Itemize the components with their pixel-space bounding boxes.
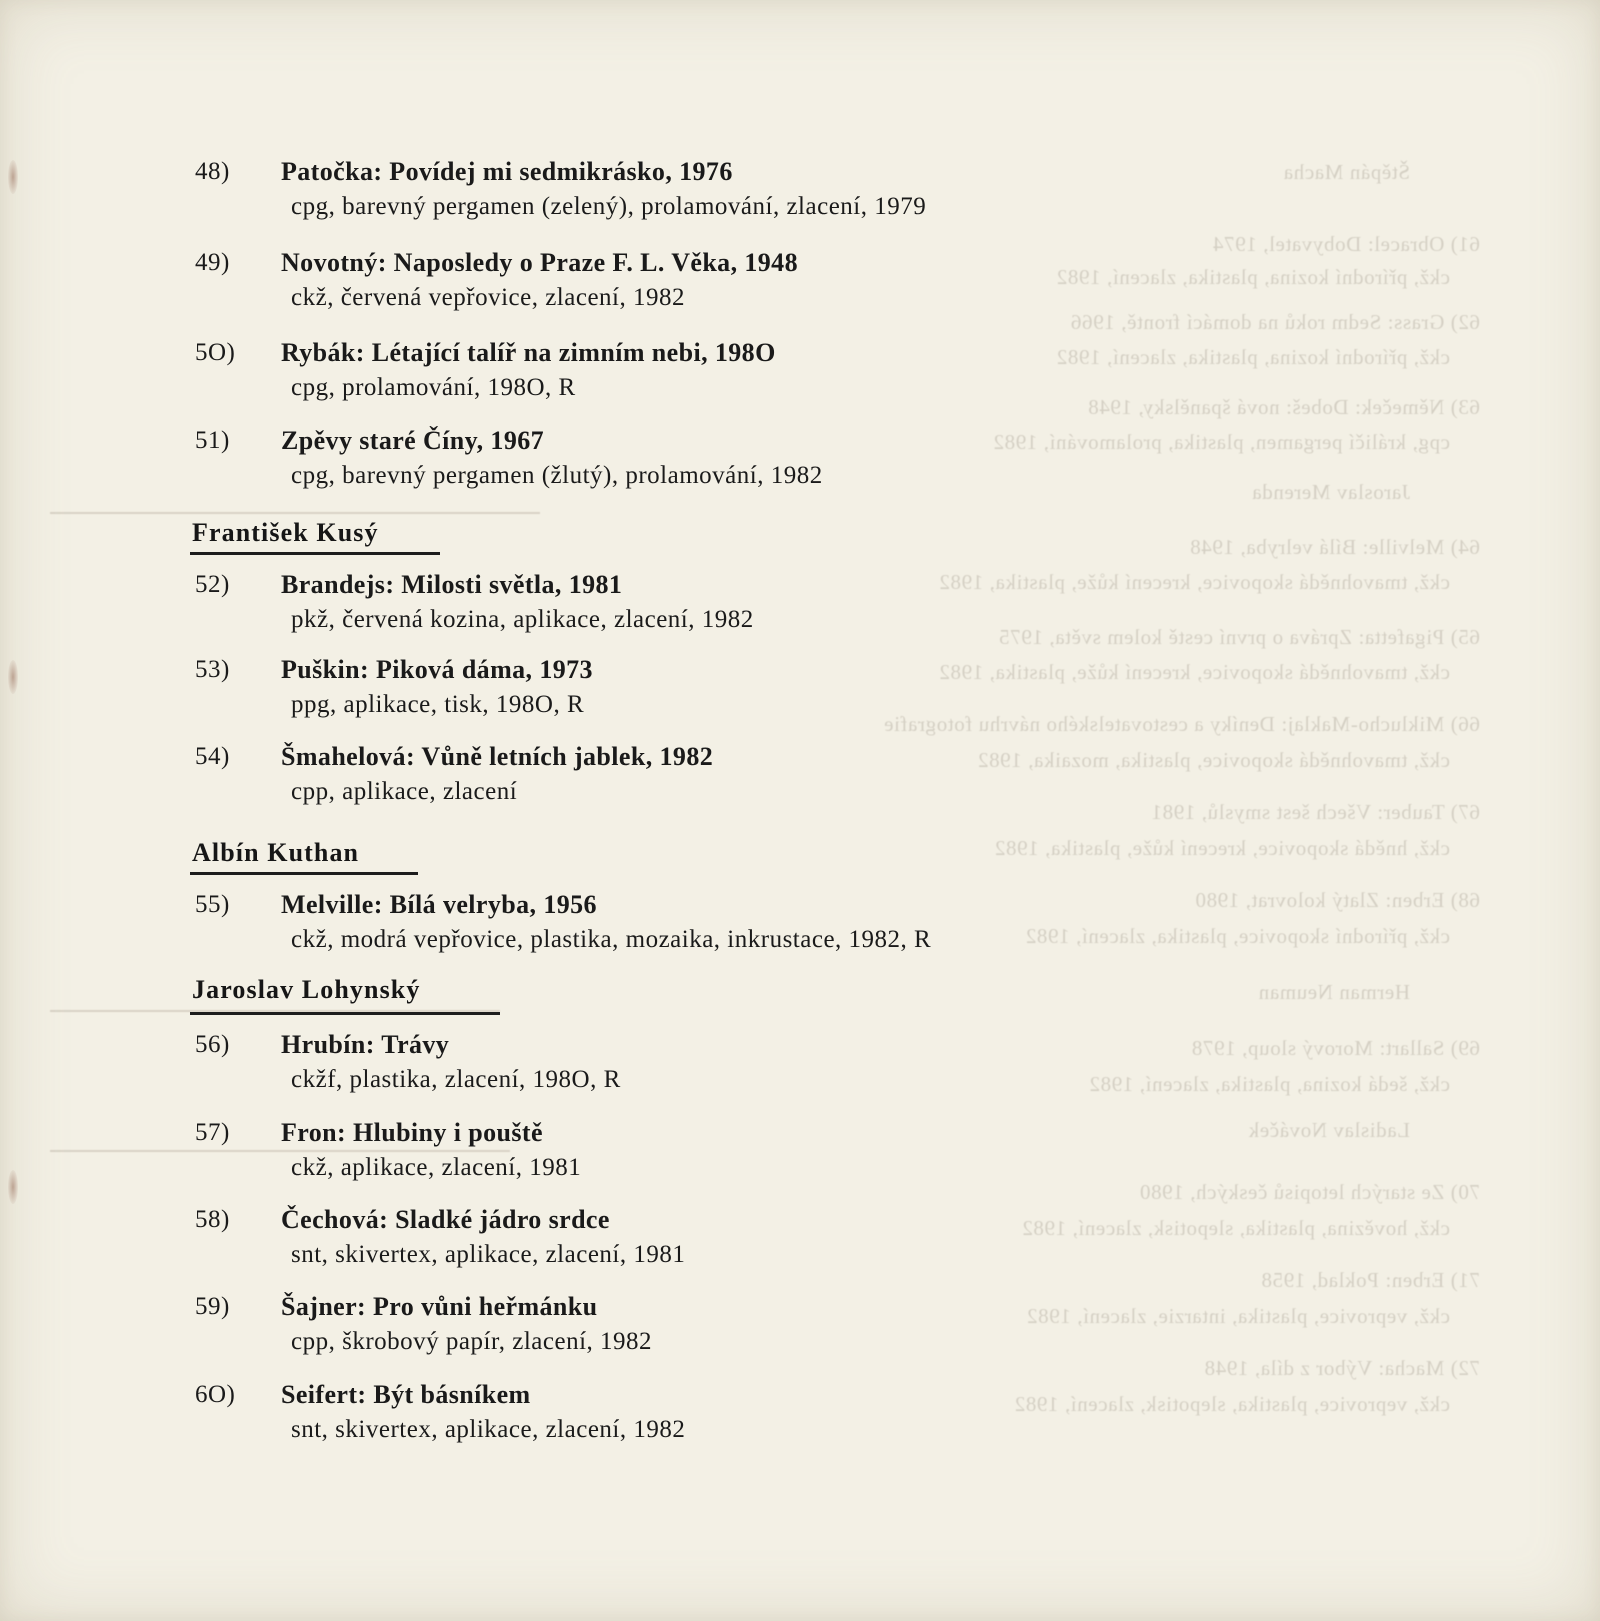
entry-number: 5O) <box>195 339 236 366</box>
list-item <box>195 1205 685 1269</box>
entry-title: Puškin: Piková dáma, 1973 <box>281 655 593 684</box>
ghost-line: 72) Macha: Výbor z díla, 1948 <box>1204 1356 1480 1380</box>
section-heading-frantisek-kusy: František Kusý <box>192 518 379 547</box>
entry-number: 49) <box>195 249 230 276</box>
entry-details: ckž, modrá vepřovice, plastika, mozaika, inkrustace, 1982, R <box>291 926 932 953</box>
entry-title: Fron: Hlubiny i pouště <box>281 1118 543 1147</box>
ghost-line: 66) Miklucho-Maklaj: Deníky a cestovatelského návrhu fotografie <box>883 712 1480 736</box>
list-item <box>195 890 931 954</box>
ghost-line: ckž, šedá kozina, plastika, zlacení, 1982 <box>1088 1072 1450 1096</box>
list-item <box>195 157 926 221</box>
ghost-line: ckž, přírodní kozina, plastika, zlacení, 1982 <box>1056 345 1450 369</box>
entry-body <box>281 570 754 634</box>
entry-details: snt, skivertex, aplikace, zlacení, 1981 <box>291 1241 686 1268</box>
entry-details: ckž, červená vepřovice, zlacení, 1982 <box>291 284 685 311</box>
entry-details: ckžf, plastika, zlacení, 198O, R <box>291 1066 621 1093</box>
entry-title: Novotný: Naposledy o Praze F. L. Věka, 1948 <box>281 248 798 277</box>
entry-title: Čechová: Sladké jádro srdce <box>281 1205 610 1234</box>
entry-details: cpg, barevný pergamen (žlutý), prolamování, 1982 <box>291 462 823 489</box>
ghost-line: cpg, králičí pergamen, plastika, prolamování, 1982 <box>992 430 1450 454</box>
entry-body <box>281 1380 685 1444</box>
punch-mark <box>8 1170 18 1204</box>
section-rule <box>190 552 440 555</box>
entry-details: pkž, červená kozina, aplikace, zlacení, 1982 <box>291 606 754 633</box>
section-heading-jaroslav-lohynsky: Jaroslav Lohynský <box>192 975 421 1004</box>
ghost-line: 63) Němeček: Dobeš: nová španělsky, 1948 <box>1087 395 1480 419</box>
entry-number: 54) <box>195 743 230 770</box>
entry-title: Šmahelová: Vůně letních jablek, 1982 <box>281 742 714 771</box>
ghost-line: 70) Ze starých letopisů českých, 1980 <box>1139 1180 1480 1204</box>
list-item <box>195 1380 685 1444</box>
entry-number: 56) <box>195 1031 230 1058</box>
ghost-line: ckž, tmavohnědá skopovice, krecení kůže, plastika, 1982 <box>938 570 1450 594</box>
entry-number: 58) <box>195 1206 230 1233</box>
entry-title: Hrubín: Trávy <box>281 1030 450 1059</box>
entry-number: 51) <box>195 427 230 454</box>
ghost-line: 62) Grass: Sedm roků na domácí frontě, 1966 <box>1070 310 1480 334</box>
entry-body <box>281 1205 685 1269</box>
entry-body <box>281 338 776 402</box>
ghost-line: 67) Tauber: Všech šest smyslů, 1981 <box>1150 800 1480 824</box>
entry-body <box>281 248 798 312</box>
entry-title: Seifert: Být básníkem <box>281 1380 531 1409</box>
entry-body <box>281 655 593 719</box>
ghost-line: Jaroslav Merenda <box>1251 480 1410 504</box>
ghost-line: 64) Melville: Bílá velryba, 1948 <box>1189 535 1480 559</box>
entry-number: 57) <box>195 1119 230 1146</box>
ghost-line: ckž, tmavohnědá skopovice, plastika, mozaika, 1982 <box>977 748 1450 772</box>
entry-details: ckž, aplikace, zlacení, 1981 <box>291 1154 582 1181</box>
entry-details: cpp, aplikace, zlacení <box>291 778 518 805</box>
entry-details: cpg, prolamování, 198O, R <box>291 374 576 401</box>
ghost-line: ckž, hovězina, plastika, slepotisk, zlacení, 1982 <box>1021 1216 1450 1240</box>
ghost-line: Ladislav Nováček <box>1248 1118 1410 1142</box>
list-item <box>195 1118 581 1182</box>
entry-details: snt, skivertex, aplikace, zlacení, 1982 <box>291 1416 686 1443</box>
entry-body <box>281 157 926 221</box>
ghost-line: ckž, veprovice, plastika, slepotisk, zlacení, 1982 <box>1014 1392 1450 1416</box>
entry-body <box>281 1292 652 1356</box>
section-heading-albin-kuthan: Albín Kuthan <box>192 838 360 867</box>
ghost-line: ckž, hnědá skopovice, krecení kůže, plastika, 1982 <box>994 836 1450 860</box>
entry-number: 6O) <box>195 1381 236 1408</box>
list-item <box>195 248 798 312</box>
ghost-line: 65) Pigafetta: Zpráva o první cestě kolem světa, 1975 <box>998 625 1480 649</box>
entry-number: 53) <box>195 656 230 683</box>
entry-title: Patočka: Povídej mi sedmikrásko, 1976 <box>281 157 733 186</box>
entry-title: Rybák: Létající talíř na zimním nebi, 198O <box>281 338 776 367</box>
ghost-line: 69) Sallart: Morový sloup, 1978 <box>1191 1036 1480 1060</box>
section-rule <box>190 872 418 875</box>
list-item <box>195 655 593 719</box>
punch-mark <box>8 660 18 694</box>
entry-details: ppg, aplikace, tisk, 198O, R <box>291 691 585 718</box>
ghost-line: Herman Neuman <box>1258 980 1410 1004</box>
list-item <box>195 570 754 634</box>
ghost-line: Štěpán Macha <box>1283 160 1410 184</box>
ghost-line: ckž, veprovice, plastika, intarzie, zlacení, 1982 <box>1026 1304 1450 1328</box>
list-item <box>195 742 713 806</box>
entry-body <box>281 1030 621 1094</box>
entry-body <box>281 890 931 954</box>
section-rule <box>190 1012 500 1015</box>
entry-details: cpp, škrobový papír, zlacení, 1982 <box>291 1328 653 1355</box>
entry-title: Melville: Bílá velryba, 1956 <box>281 890 597 919</box>
ghost-line: 61) Obracel: Dobyvatel, 1974 <box>1212 232 1480 256</box>
list-item <box>195 338 776 402</box>
list-item <box>195 1292 652 1356</box>
ghost-line: ckž, přírodní kozina, plastika, zlacení, 1982 <box>1056 265 1450 289</box>
entry-body <box>281 426 823 490</box>
entry-title: Šajner: Pro vůni heřmánku <box>281 1292 598 1321</box>
punch-mark <box>8 160 18 194</box>
ghost-line: ckž, přírodní skopovice, plastika, zlacení, 1982 <box>1025 924 1450 948</box>
ghost-line: ckž, tmavohnědá skopovice, krecení kůže, plastika, 1982 <box>938 660 1450 684</box>
ghost-line: 68) Erben: Zlatý kolovrat, 1980 <box>1194 888 1480 912</box>
entry-title: Brandejs: Milosti světla, 1981 <box>281 570 623 599</box>
entry-number: 55) <box>195 891 230 918</box>
entry-body <box>281 742 713 806</box>
ghost-line: 71) Erben: Poklad, 1958 <box>1260 1268 1480 1292</box>
list-item <box>195 426 823 490</box>
entry-body <box>281 1118 581 1182</box>
entry-details: cpg, barevný pergamen (zelený), prolamování, zlacení, 1979 <box>291 193 927 220</box>
entry-number: 48) <box>195 158 230 185</box>
list-item <box>195 1030 621 1094</box>
entry-title: Zpěvy staré Číny, 1967 <box>281 426 545 455</box>
entry-number: 59) <box>195 1293 230 1320</box>
entry-number: 52) <box>195 571 230 598</box>
